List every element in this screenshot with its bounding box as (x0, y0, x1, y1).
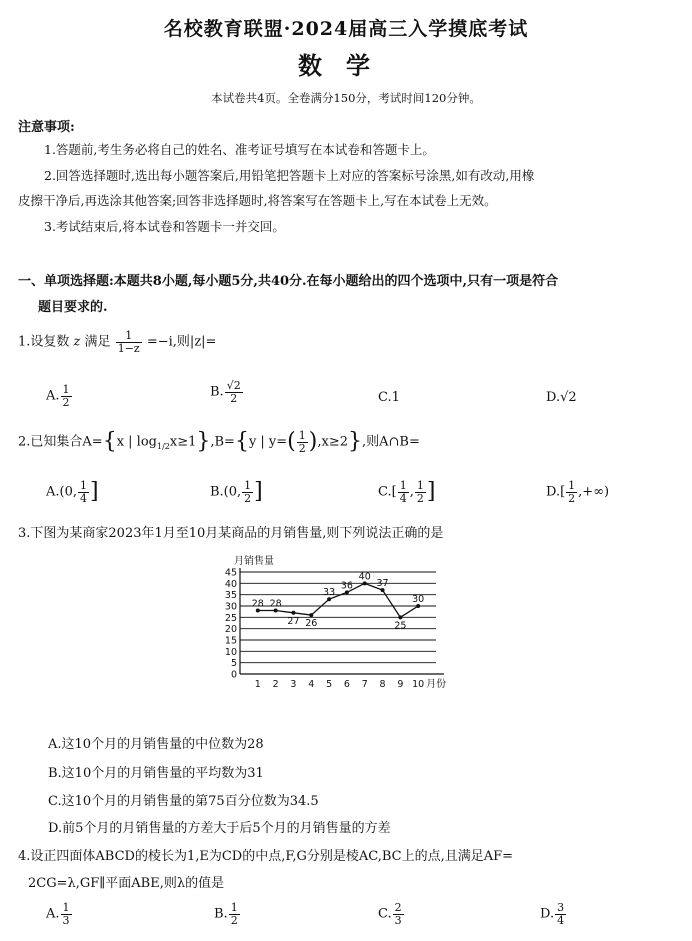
note-2b: 皮擦干净后,再选涂其他答案;回答非选择题时,将答案写在答题卡上,写在本试卷上无效。 (18, 193, 497, 208)
data-label: 26 (305, 618, 318, 630)
data-label: 40 (358, 571, 371, 583)
q1-var: z (73, 334, 81, 350)
question-4-line2: 2CG=λ,GF∥平面ABE,则λ的值是 (28, 876, 225, 891)
sales-line-chart (200, 552, 470, 702)
q2-c-mid: , (409, 484, 414, 500)
q3-option-b: B.这10个月的月销售量的平均数为31 (48, 766, 264, 781)
q2-fn: 1 (298, 429, 306, 442)
q2-c-den1: 4 (399, 491, 407, 505)
q2-c-end: ] (426, 479, 436, 505)
q1-den: 1−z (117, 341, 140, 355)
q1-a-label: A. (46, 388, 60, 404)
q4-b-num: 1 (230, 901, 238, 914)
note-1: 1.答题前,考生务必将自己的姓名、准考证号填写在本试卷和答题卡上。 (44, 142, 435, 157)
y-tick-label: 10 (224, 646, 237, 658)
q4-a-den: 3 (62, 913, 70, 927)
q1-mid: 满足 (84, 334, 111, 350)
q2-c-den2: 2 (416, 491, 424, 505)
q1-option-d: D.√2 (546, 390, 577, 405)
q2-text3: ,则A∩B= (362, 434, 420, 450)
q2-a-label: A.(0, (46, 484, 77, 500)
subject-title: 数学 (298, 51, 394, 80)
q4-option-a (46, 902, 73, 926)
q4-c-den: 3 (394, 913, 402, 927)
x-tick-label: 7 (361, 679, 368, 690)
q1-b-label: B. (210, 384, 224, 400)
q4-d-label: D. (540, 906, 555, 922)
y-tick-label: 40 (224, 578, 237, 590)
data-label: 37 (376, 578, 389, 590)
note-3: 3.考试结束后,将本试卷和答题卡一并交回。 (44, 219, 285, 234)
q2-log-base: 1/2 (156, 442, 170, 452)
y-tick-label: 15 (224, 635, 237, 647)
q4-option-b (214, 902, 241, 926)
q4-option-d (540, 902, 567, 926)
q3-option-a: A.这10个月的月销售量的中位数为28 (48, 737, 264, 752)
data-label: 28 (251, 598, 264, 610)
q1-b-den: 2 (230, 391, 238, 405)
q4-b-label: B. (214, 906, 228, 922)
q2-b-end: ] (254, 479, 263, 505)
q4-c-label: C. (378, 906, 392, 922)
q2-a-num: 1 (80, 479, 87, 492)
question-3: 3.下图为某商家2023年1月至10月某商品的月销售量,则下列说法正确的是 (18, 526, 444, 541)
q2-d-den: 2 (568, 491, 576, 505)
q4-b-den: 2 (230, 913, 238, 927)
x-axis-unit: 月份 (426, 679, 447, 690)
x-tick-label: 1 (254, 679, 261, 690)
q2-c-num2: 1 (416, 479, 424, 492)
q1-post: =−i,则|z|= (146, 334, 217, 350)
q2-fd: 2 (298, 441, 306, 455)
q1-a-num: 1 (62, 383, 70, 396)
q3-option-d: D.前5个月的月销售量的方差大于后5个月的月销售量的方差 (48, 821, 391, 836)
section-heading-2: 题目要求的. (38, 300, 108, 315)
x-tick-label: 9 (397, 679, 404, 690)
q2-setB2: ,x≥2 (317, 434, 348, 450)
data-label: 33 (323, 587, 336, 599)
y-tick-label: 0 (230, 669, 237, 681)
q2-b-label: B.(0, (210, 484, 242, 500)
q2-b-num: 1 (244, 479, 252, 492)
x-tick-label: 6 (343, 679, 350, 690)
data-label: 25 (394, 620, 407, 632)
q1-option-c: C.1 (378, 390, 400, 405)
y-tick-label: 45 (224, 567, 237, 579)
q4-c-num: 2 (394, 901, 402, 914)
data-label: 27 (287, 615, 300, 627)
q4-option-c (378, 902, 405, 926)
x-tick-label: 10 (412, 679, 425, 690)
y-tick-label: 35 (224, 590, 237, 602)
q2-c-num1: 1 (399, 479, 407, 492)
q2-d-end: ,+∞) (578, 484, 610, 500)
q1-option-a (46, 384, 73, 408)
q1-b-num: √2 (226, 379, 241, 392)
q2-option-a (46, 480, 99, 504)
q2-setA-rest: x≥1 (169, 434, 197, 450)
x-tick-label: 4 (308, 679, 315, 690)
question-1 (18, 330, 216, 354)
q2-text1: 2.已知集合A= (18, 434, 103, 450)
q1-num: 1 (116, 330, 142, 343)
y-axis-label: 月销售量 (234, 556, 274, 567)
x-tick-label: 5 (326, 679, 333, 690)
series-line (258, 583, 418, 617)
q4-a-label: A. (46, 906, 60, 922)
q4-d-den: 4 (557, 913, 565, 927)
q1-a-den: 2 (62, 395, 70, 409)
data-point (398, 615, 402, 619)
question-4-line1: 4.设正四面体ABCD的棱长为1,E为CD的中点,F,G分别是棱AC,BC上的点,且满足AF= (18, 849, 514, 864)
notes-heading: 注意事项: (18, 120, 75, 135)
data-label: 30 (412, 594, 425, 605)
y-tick-label: 25 (224, 612, 237, 624)
q2-c-label: C.[ (378, 484, 397, 500)
q1-fraction (116, 330, 142, 354)
q4-a-num: 1 (62, 901, 70, 914)
q2-d-label: D.[ (546, 484, 566, 500)
exam-title: 名校教育联盟·2024届高三入学摸底考试 (163, 18, 529, 40)
y-tick-label: 20 (224, 624, 237, 636)
q2-b-den: 2 (244, 491, 252, 505)
exam-info: 本试卷共4页。全卷满分150分，考试时间120分钟。 (211, 91, 481, 105)
q1-option-b (210, 380, 244, 404)
y-tick-label: 5 (230, 658, 237, 670)
data-label: 28 (269, 598, 282, 610)
note-2a: 2.回答选择题时,选出每小题答案后,用铅笔把答题卡上对应的答案标号涂黑,如有改动,用橡 (44, 168, 535, 183)
q2-option-b (210, 480, 263, 504)
q2-a-den: 4 (80, 491, 87, 505)
q3-option-c: C.这10个月的月销售量的第75百分位数为34.5 (48, 794, 319, 809)
x-tick-label: 8 (379, 679, 386, 690)
data-label: 36 (340, 580, 353, 592)
section-heading-1: 一、单项选择题:本题共8小题,每小题5分,共40分.在每小题给出的四个选项中,只有一项是符合 (18, 274, 559, 289)
q2-option-c (378, 480, 435, 504)
q4-d-num: 3 (557, 901, 565, 914)
y-tick-label: 30 (224, 601, 237, 613)
data-point (291, 611, 295, 615)
question-2: 2.已知集合A={x | $\log_{1/2}x\ge 1\},B=\{y$ | y=( $\frac{1}{2}$ ),x≥2},则A∩B= (18, 429, 420, 455)
q2-setA: x | log (116, 434, 157, 450)
q1-pre: 1.设复数 (18, 334, 70, 350)
q2-text2: ,B= (210, 434, 235, 450)
q2-setB1: y | y= (248, 434, 288, 450)
x-tick-label: 2 (272, 679, 279, 690)
data-point (309, 613, 313, 617)
q2-a-end: ] (90, 479, 99, 505)
x-tick-label: 3 (290, 679, 297, 690)
q2-d-num: 1 (568, 479, 576, 492)
q2-option-d (546, 480, 609, 504)
